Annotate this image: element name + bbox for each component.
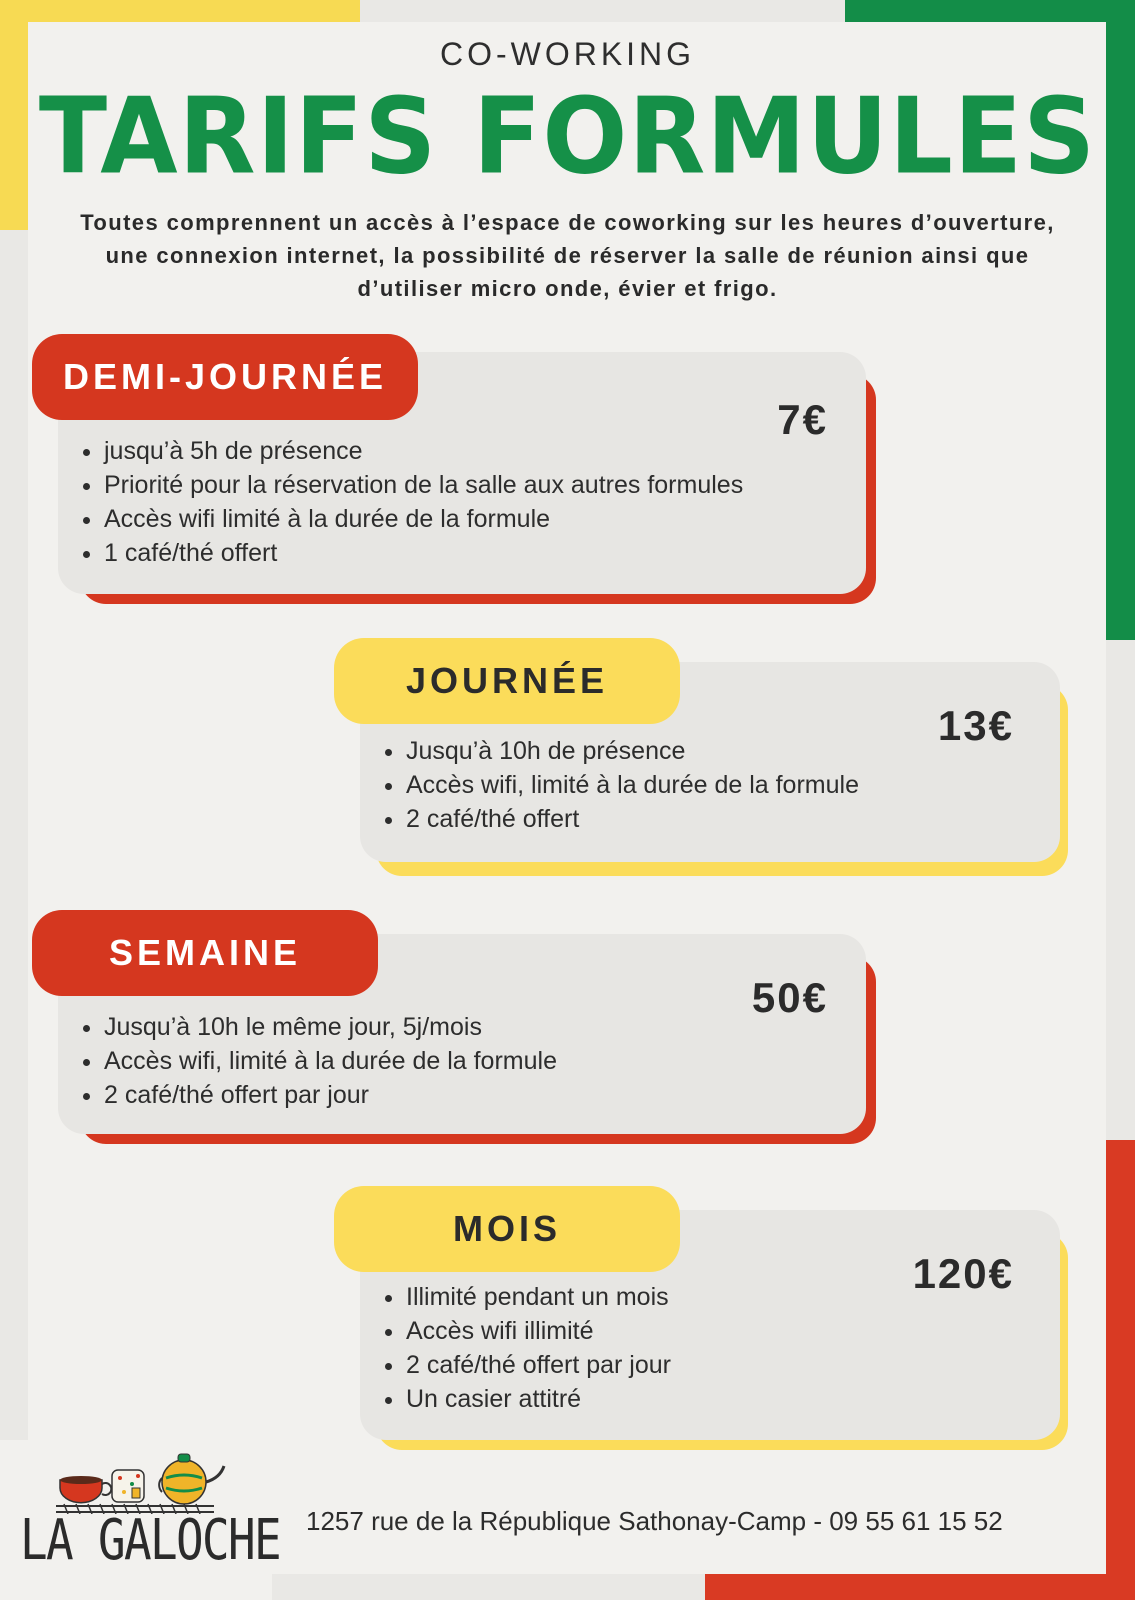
feature-item: • Jusqu’à 10h le même jour, 5j/mois — [104, 1010, 904, 1044]
feature-item: • 2 café/thé offert — [406, 802, 876, 836]
label-demi-journee: DEMI-JOURNÉE — [32, 334, 418, 420]
price-semaine: 50€ — [751, 974, 828, 1021]
footer-address: 1257 rue de la République Sathonay-Camp - 09 55 61 15 52 — [306, 1506, 1003, 1536]
page-subtitle: CO-WORKING — [439, 36, 696, 72]
feature-item: • 2 café/thé offert par jour — [406, 1348, 1006, 1382]
logo-text: LA GALOCHE — [20, 1508, 281, 1573]
features-demi-journee — [58, 434, 904, 570]
label-journee: JOURNÉE — [334, 638, 680, 724]
feature-item: • jusqu’à 5h de présence — [104, 434, 904, 468]
feature-item: • Accès wifi, limité à la durée de la formule — [104, 1044, 904, 1078]
feature-item: • Accès wifi, limité à la durée de la formule — [406, 768, 876, 802]
feature-item: • Accès wifi limité à la durée de la formule — [104, 502, 904, 536]
feature-item: • Accès wifi illimité — [406, 1314, 1006, 1348]
page-title: TARIFS FORMULES — [38, 75, 1097, 198]
label-semaine: SEMAINE — [32, 910, 378, 996]
feature-item: • 2 café/thé offert par jour — [104, 1078, 904, 1112]
feature-item: • Illimité pendant un mois — [406, 1280, 1006, 1314]
features-journee — [360, 734, 876, 836]
features-mois — [360, 1280, 1006, 1416]
label-mois: MOIS — [334, 1186, 680, 1272]
feature-item: • 1 café/thé offert — [104, 536, 904, 570]
teapot-cups-icon — [54, 1448, 234, 1514]
price-mois: 120€ — [912, 1250, 1014, 1297]
price-demi-journee: 7€ — [777, 396, 828, 443]
price-journee: 13€ — [937, 702, 1014, 749]
feature-item: • Priorité pour la réservation de la salle aux autres formules — [104, 468, 904, 502]
intro-text: Toutes comprennent un accès à l’espace de coworking sur les heures d’ouverture, une connexion internet, la possibilité de réserver la salle de réunion ainsi que d’utiliser micro onde, évier et frigo. — [80, 210, 1055, 301]
feature-item: • Jusqu’à 10h de présence — [406, 734, 876, 768]
feature-item: • Un casier attitré — [406, 1382, 1006, 1416]
features-semaine — [58, 1010, 904, 1112]
